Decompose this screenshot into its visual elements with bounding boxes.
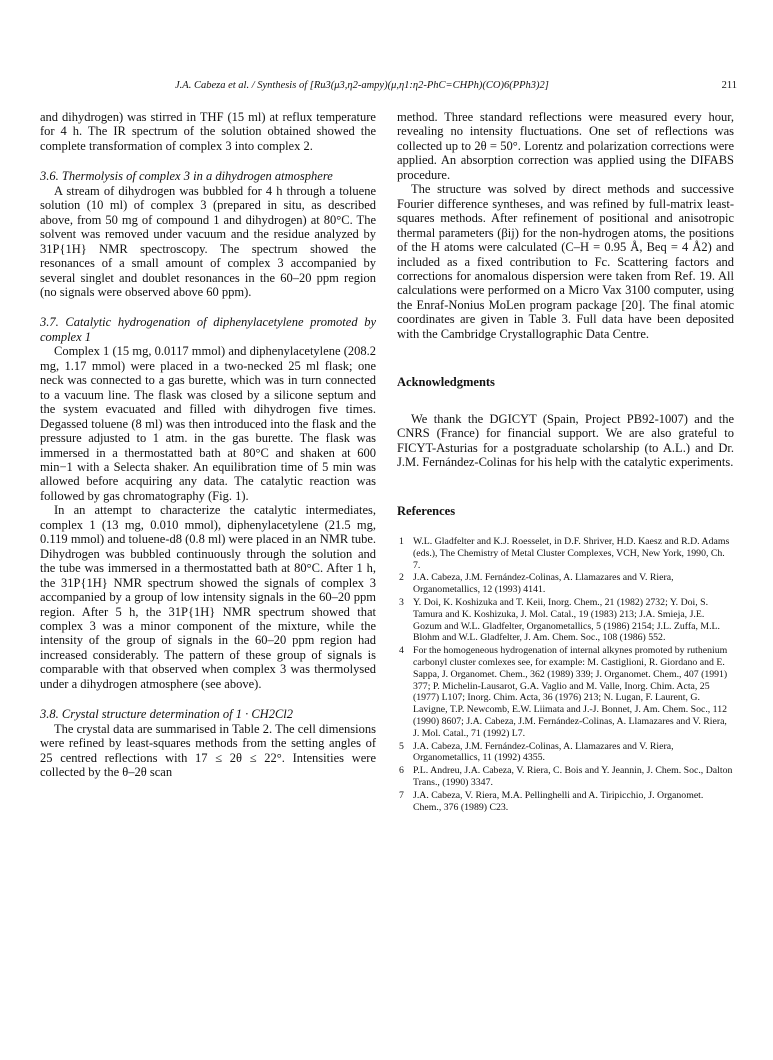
references-list	[397, 536, 734, 813]
section-3-8-title: 3.8. Crystal structure determination of 1 · CH2Cl2	[40, 707, 294, 722]
reference-item: 5 J.A. Cabeza, J.M. Fernández-Colinas, A. Llamazares and V. Riera, Organometallics, 11 (1992) 4355.	[399, 740, 674, 764]
reference-item: 1 W.L. Gladfelter and K.J. Roesselet, in D.F. Shriver, H.D. Kaesz and R.D. Adams (eds.), The Chemistry of Metal Cluster Complexes, VCH, New York, 1990, Ch. 7.	[399, 535, 730, 571]
section-3-7-paragraph-1: Complex 1 (15 mg, 0.0117 mmol) and diphenylacetylene (208.2 mg, 1.17 mmol) were placed in a two-necked 25 ml flask; one neck was connected to a gas burette, which was in turn connected to a vacuum line. The flask was closed by a silicone septum and the system evacuated and filled with dihydrogen five times. Degassed toluene (8 ml) was then introduced into the flask and the pressure adjusted to 1 atm. in the gas burette. The flask was immersed in a thermostatted bath at 80°C and shaken at 600 min−1 with a Selecta shaker. An equilibration time of 5 min was allowed before acquiring any data. The catalytic reaction was followed by gas chromatography (Fig. 1).	[40, 344, 376, 503]
section-3-8-body: The crystal data are summarised in Table 2. The cell dimensions were refined by least-squares methods from the setting angles of 25 centred reflections with 17 ≤ 2θ ≤ 22°. Intensities were collected by the θ–2θ scan	[40, 721, 376, 780]
section-3-6-title: 3.6. Thermolysis of complex 3 in a dihydrogen atmosphere	[40, 169, 333, 184]
section-3-7-paragraph-2: In an attempt to characterize the catalytic intermediates, complex 1 (13 mg, 0.010 mmol), diphenylacetylene (21.5 mg, 0.119 mmol) and toluene-d8 (0.8 ml) were placed in an NMR tube. Dihydrogen was bubbled continuously through the solution and the tube was immersed in a thermostatted bath at 80°C. After 1 h, the 31P{1H} NMR spectrum showed the signals of complex 3 accompanied by a group of low intensity signals in the 60–20 ppm region. After 5 h, the 31P{1H} NMR spectrum showed that complex 3 was a minor component of the mixture, while the intensity of the group of signals in the 60–20 ppm region had increased considerably. The pattern of these group of signals is comparable with that observed when complex 3 was thermolysed under a dihydrogen atmosphere (see above).	[40, 503, 376, 691]
page-number: 211	[721, 80, 737, 91]
reference-item: 4 For the homogeneous hydrogenation of internal alkynes promoted by ruthenium carbonyl cluster comlexes see, for example: M. Castiglioni, R. Giordano and E. Sappa, J. Organomet. Chem., 362 (1989) 339; J. Organomet. Chem., 407 (1991) 377; P. Michelin-Lausarot, G.A. Vaglio and M. Valle, Inorg. Chim. Acta, 25 (1977) L107; Inorg. Chim. Acta, 36 (1976) 213; N. Lugan, F. Laurent, G. Lavigne, T.P. Newcomb, E.W. Liimata and J.-J. Bonnet, J. Am. Chem. Soc., 112 (1990) 8607; J.A. Cabeza, J.M. Fernández-Colinas, A. Llamazares and V. Riera, J. Mol. Catal., 71 (1992) L7.	[399, 645, 728, 739]
reference-item: 3 Y. Doi, K. Koshizuka and T. Keii, Inorg. Chem., 21 (1982) 2732; Y. Doi, S. Tamura and K. Koshizuka, J. Mol. Catal., 19 (1983) 213; J.A. Smieja, J.E. Gozum and W.L. Gladfelter, Organometallics, 5 (1986) 2154; J.L. Zuffa, M.L. Blohm and W.L. Gladfelter, J. Am. Chem. Soc., 108 (1986) 552.	[399, 596, 720, 644]
right-column	[397, 110, 734, 814]
reference-item: 6 P.L. Andreu, J.A. Cabeza, V. Riera, C. Bois and Y. Jeannin, J. Chem. Soc., Dalton Trans., (1990) 3347.	[399, 765, 733, 788]
running-header	[40, 80, 737, 96]
structure-solution-paragraph: The structure was solved by direct methods and successive Fourier difference syntheses, and was refined by full-matrix least-squares methods. After refinement of positional and anisotropic thermal parameters (βij) for the non-hydrogen atoms, the positions of the H atoms were calculated (C–H = 0.95 Å, Beq = 4 Å2) and included as a fixed contribution to Fc. Scattering factors and corrections for anomalous dispersion were taken from Ref. 19. All calculations were performed on a Micro Vax 3100 computer, using the Enraf-Nonius MoLen program package [20]. The final atomic coordinates are given in Table 3. Full data have been deposited with the Cambridge Crystallographic Data Centre.	[397, 182, 734, 341]
section-3-6-body: A stream of dihydrogen was bubbled for 4 h through a toluene solution (10 ml) of complex 3 (prepared in situ, as described above, from 50 mg of compound 1 and dihydrogen) at 80°C. The solvent was removed under vacuum and the residue analyzed by 31P{1H} NMR spectroscopy. The spectrum showed the resonances of a small amount of complex 3 accompanied by several singlet and doublet resonances in the 60–20 ppm region (no signals were observed above 60 ppm).	[40, 183, 376, 299]
references-heading: References	[397, 503, 456, 518]
running-head-title: J.A. Cabeza et al. / Synthesis of [Ru3(μ3,η2-ampy)(μ,η1:η2-PhC=CHPh)(CO)6(PPh3)2]	[175, 80, 549, 91]
paragraph-continued-right: method. Three standard reflections were measured every hour, revealing no intensity fluctuations. One set of reflections was collected up to 2θ = 50°. Lorentz and polarization corrections were applied. An absorption correction was applied using the DIFABS procedure.	[397, 110, 734, 182]
reference-item: 2 J.A. Cabeza, J.M. Fernández-Colinas, A. Llamazares and V. Riera, Organometallics, 12 (1993) 4141.	[399, 572, 674, 596]
acknowledgments-heading: Acknowledgments	[397, 375, 495, 390]
paragraph-continued: and dihydrogen) was stirred in THF (15 ml) at reflux temperature for 4 h. The IR spectrum of the solution obtained showed the complete transformation of complex 3 into complex 2.	[40, 110, 376, 153]
reference-item: 7 J.A. Cabeza, V. Riera, M.A. Pellinghelli and A. Tiripicchio, J. Organomet. Chem., 376 (1989) C23.	[399, 789, 704, 813]
section-3-7-title: 3.7. Catalytic hydrogenation of diphenylacetylene promoted by complex 1	[40, 315, 376, 344]
acknowledgments-body: We thank the DGICYT (Spain, Project PB92-1007) and the CNRS (France) for financial support. We are also grateful to FICYT-Asturias for a postgraduate scholarship (to A.L.) and Dr. J.M. Fernández-Colinas for his help with the catalytic experiments.	[397, 411, 734, 470]
left-column	[40, 110, 376, 779]
